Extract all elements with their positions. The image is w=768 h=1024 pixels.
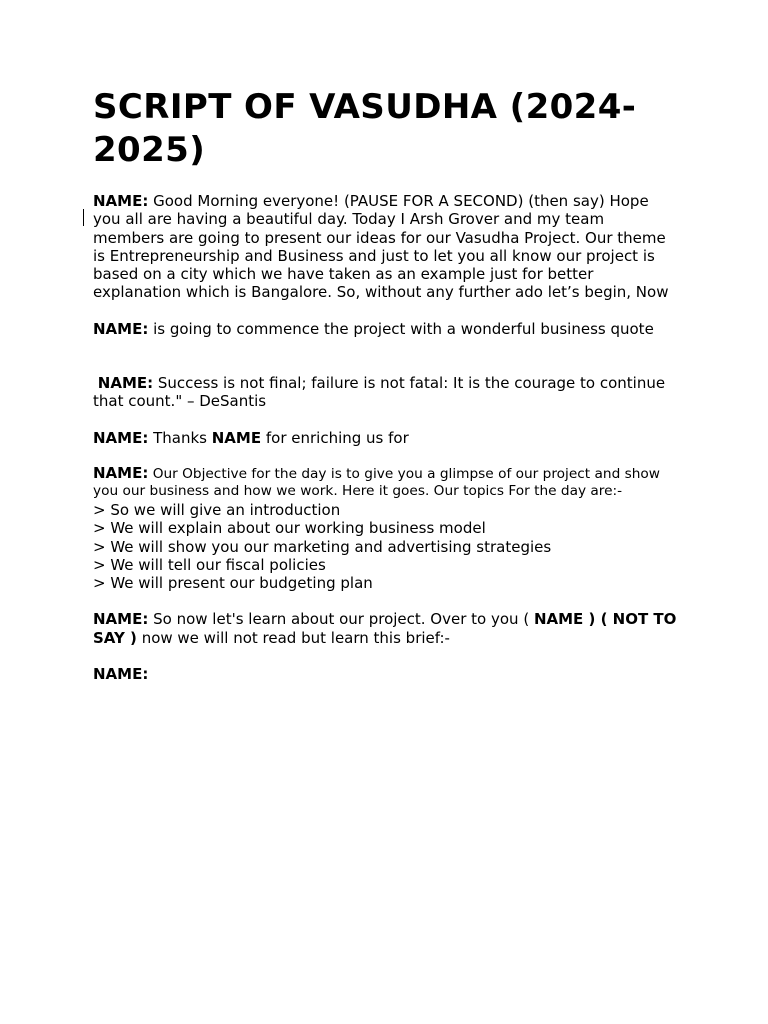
paragraph-final (93, 665, 678, 683)
paragraph-text: Success is not final; failure is not fatal: It is the courage to continue that count." – DeSantis (93, 374, 666, 411)
speaker-label: NAME: (93, 428, 149, 447)
document-title: SCRIPT OF VASUDHA (2024-2025) (93, 87, 637, 170)
list-item: > We will show you our marketing and advertising strategies (93, 537, 552, 556)
paragraph-text: Good Morning everyone! (PAUSE FOR A SECOND) (then say) Hope you all are having a beautiful day. Today I Arsh Grover and my team members are going to present our ideas for our Vasudha Project. Our theme is Entrepreneurship and Business and just to let you all know our project is based on a city which we have taken as an example just for better explanation which is Bangalore. So, without any further ado let’s begin, Now (93, 192, 669, 302)
paragraph-text: So now let's learn about our project. Over to you ( (148, 610, 534, 629)
speaker-label: NAME: (93, 665, 149, 684)
paragraph-text: Thanks (148, 428, 212, 447)
speaker-name-bold: NAME ) ( NOT TO SAY ) (93, 610, 677, 647)
paragraph-text: Our Objective for the day is to give you a glimpse of our project and show you our business and how we work. Here it goes. Our topics For the day are:- (93, 465, 660, 500)
paragraph-text: now we will not read but learn this brief:- (136, 628, 450, 647)
speaker-name-bold: NAME (211, 428, 262, 447)
speaker-label: NAME: (93, 319, 149, 338)
speaker-label: NAME: (93, 192, 149, 210)
paragraph-intro (93, 192, 678, 302)
list-item: > We will explain about our working business model (93, 519, 486, 538)
speaker-label: NAME: (97, 374, 154, 393)
paragraph-objective (93, 465, 678, 592)
blank-line (93, 356, 678, 374)
paragraph-commence (93, 320, 678, 338)
document-body[interactable] (93, 86, 678, 701)
paragraph-handover (93, 610, 678, 647)
text-cursor (83, 209, 84, 226)
list-item: > So we will give an introduction (93, 500, 341, 519)
paragraph-thanks (93, 429, 678, 447)
list-item: > We will tell our fiscal policies (93, 555, 326, 574)
objective-intro (93, 465, 678, 501)
list-item: > We will present our budgeting plan (93, 574, 373, 593)
paragraph-text: for enriching us for (261, 428, 409, 447)
paragraph-text: is going to commence the project with a wonderful business quote (148, 319, 654, 338)
speaker-label: NAME: (93, 463, 149, 482)
speaker-label: NAME: (93, 610, 149, 629)
paragraph-quote (93, 374, 678, 411)
